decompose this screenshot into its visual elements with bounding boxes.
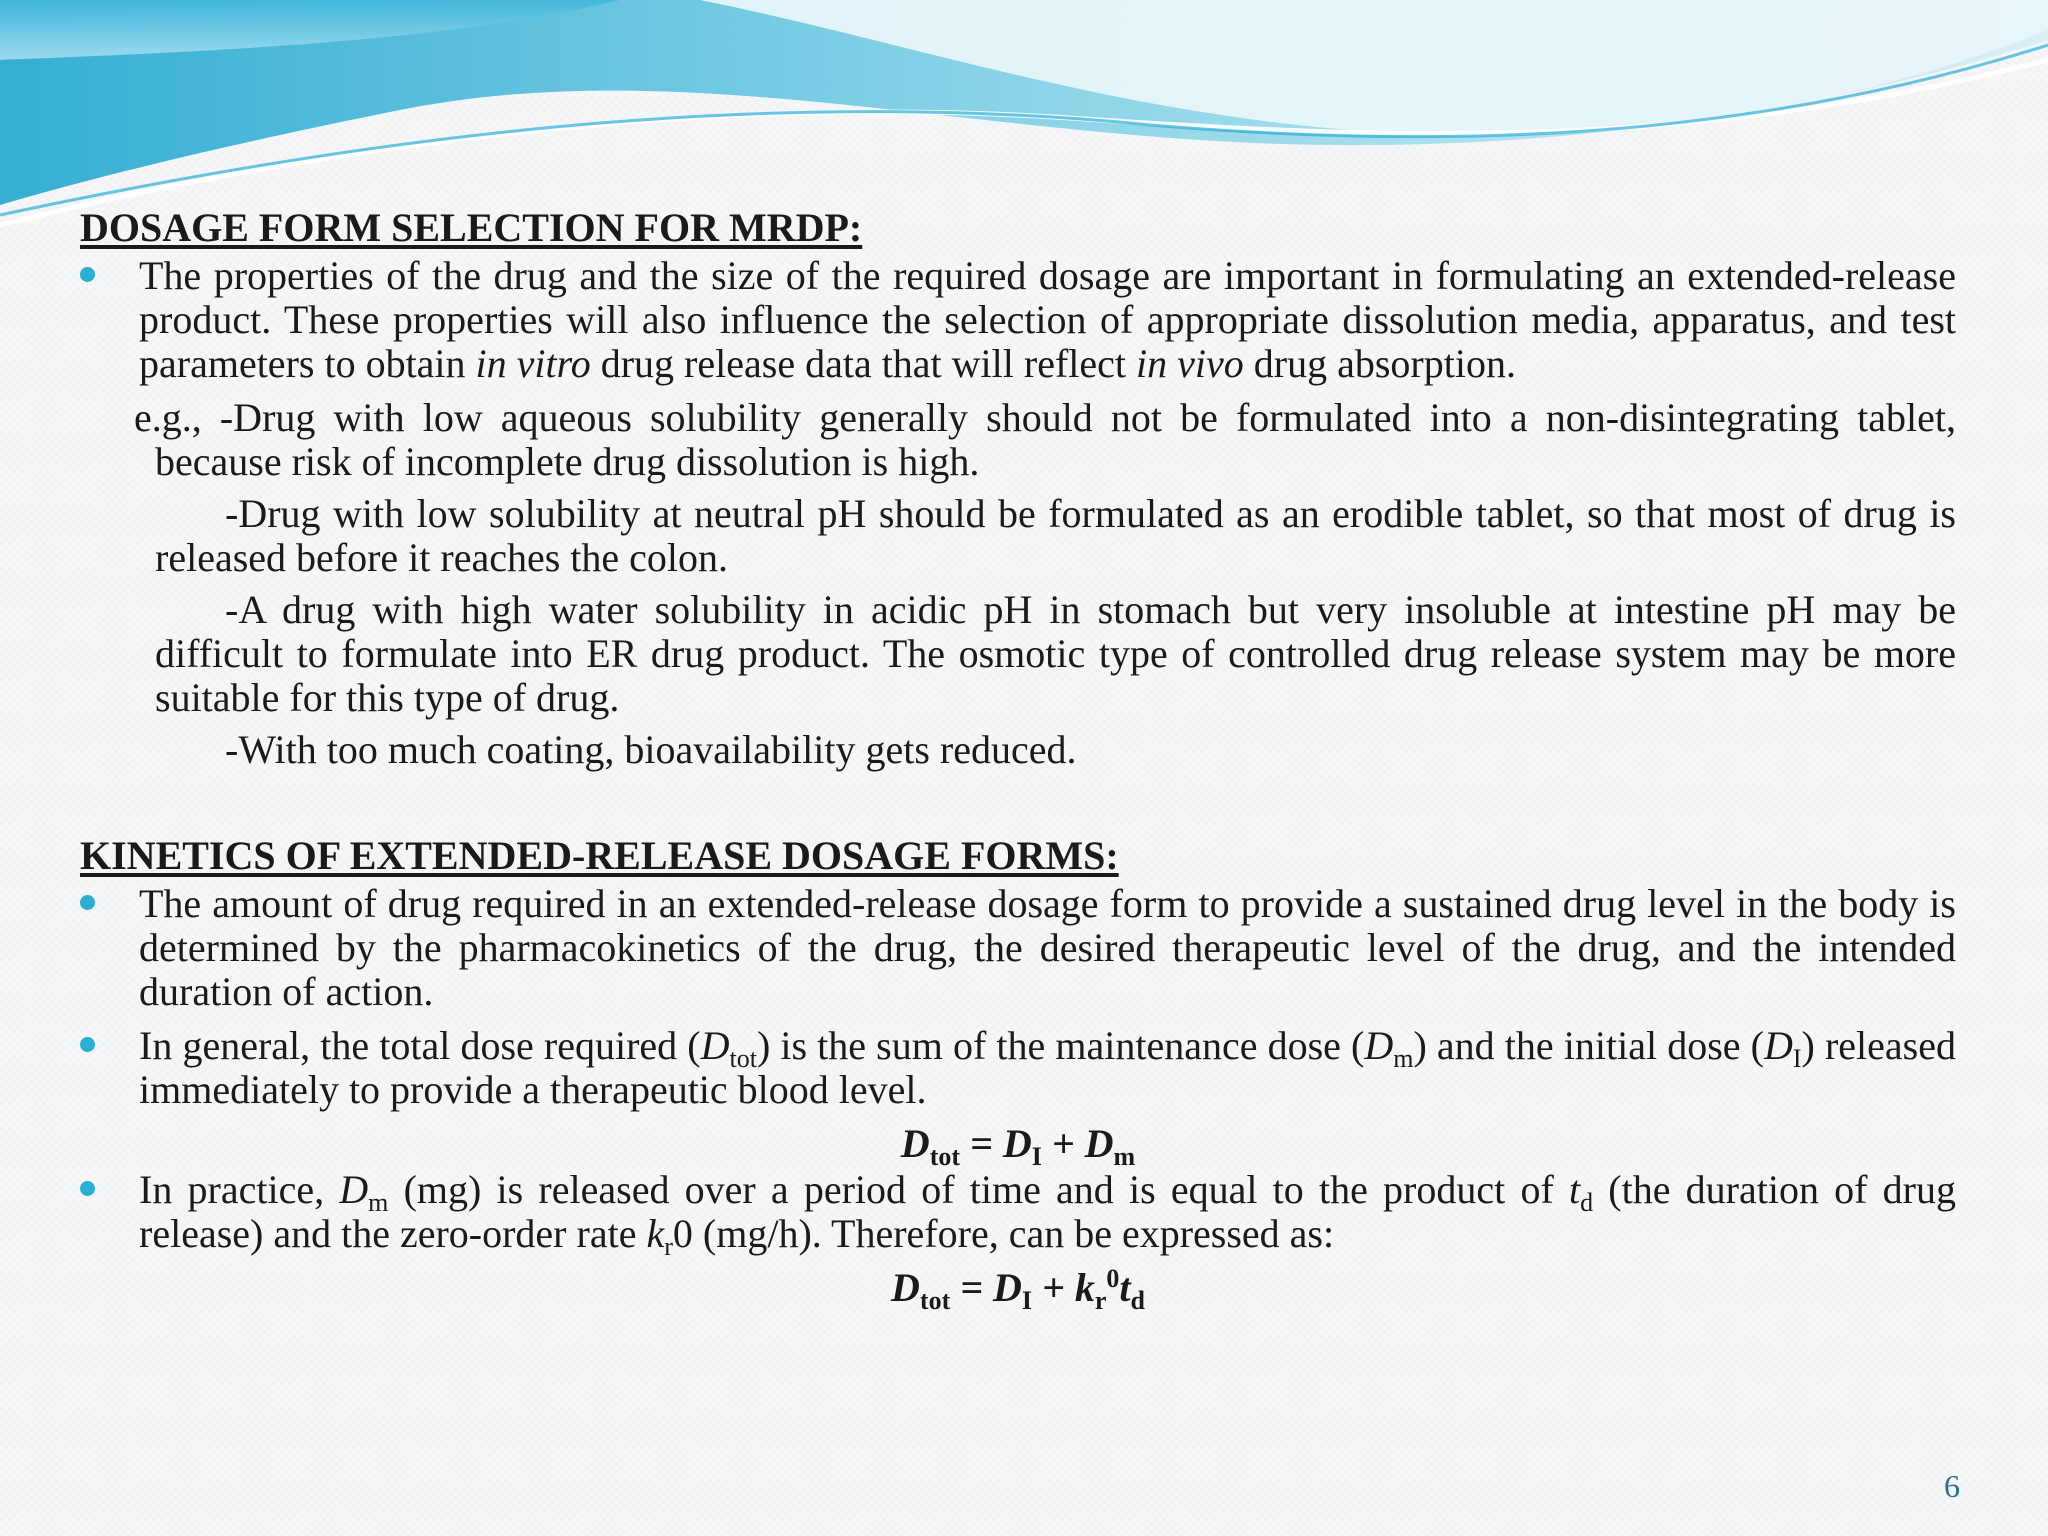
- example-neutral-ph: -Drug with low solubility at neutral pH should be formulated as an erodible tablet, so that most of drug is released before it reaches the colon.: [155, 491, 1956, 580]
- example-acidic-ph: -A drug with high water solubility in acidic pH in stomach but very insoluble at intestine pH may be difficult to formulate into ER drug product. The osmotic type of controlled drug release system may be more suitable for this type of drug.: [155, 587, 1956, 720]
- bullet-in-practice: In practice, $D_m$ (mg) is released over a period of time and is equal to the product of $t_d$ (the duration of drug release) and the zero-order rate $k_r0$ (mg/h). Therefore, can be expressed as:: [80, 1168, 1956, 1256]
- bullet-dosage-properties: The properties of the drug and the size of the required dosage are important in formulating an extended-release product. These properties will also influence the selection of appropriate dissolution media, apparatus, and test parameters to obtain in vitro drug release data that will reflect in vivo drug absorption.: [80, 254, 1956, 386]
- page-number: 6: [1944, 1468, 1960, 1504]
- example-low-aqueous-solubility: e.g., -Drug with low aqueous solubility generally should not be formulated into a non-disintegrating tablet, because risk of incomplete drug dissolution is high.: [134, 395, 1956, 484]
- example-coating: -With too much coating, bioavailability gets reduced.: [225, 727, 1077, 772]
- formula-total-dose: $D_{tot} = D_I + D_m$: [900, 1121, 1136, 1171]
- bullet-total-dose: In general, the total dose required $(D_{tot})$ is the sum of the maintenance dose $(D_m)$ and the initial dose $(D_I)$ released immediately to provide a therapeutic blood level.: [80, 1024, 1956, 1112]
- decorative-wave-header: [0, 0, 2048, 240]
- formula-total-dose-expanded: $D_{tot} = D_I + k_r^0t_d$: [891, 1264, 1145, 1315]
- section-heading-dosage-form: DOSAGE FORM SELECTION FOR MRDP:: [80, 205, 863, 250]
- section-heading-kinetics: KINETICS OF EXTENDED-RELEASE DOSAGE FORMS:: [80, 833, 1119, 878]
- bullet-amount-of-drug: The amount of drug required in an extended-release dosage form to provide a sustained drug level in the body is determined by the pharmacokinetics of the drug, the desired therapeutic level of the drug, and the intended duration of action.: [80, 882, 1956, 1014]
- slide-content: [80, 205, 1956, 1315]
